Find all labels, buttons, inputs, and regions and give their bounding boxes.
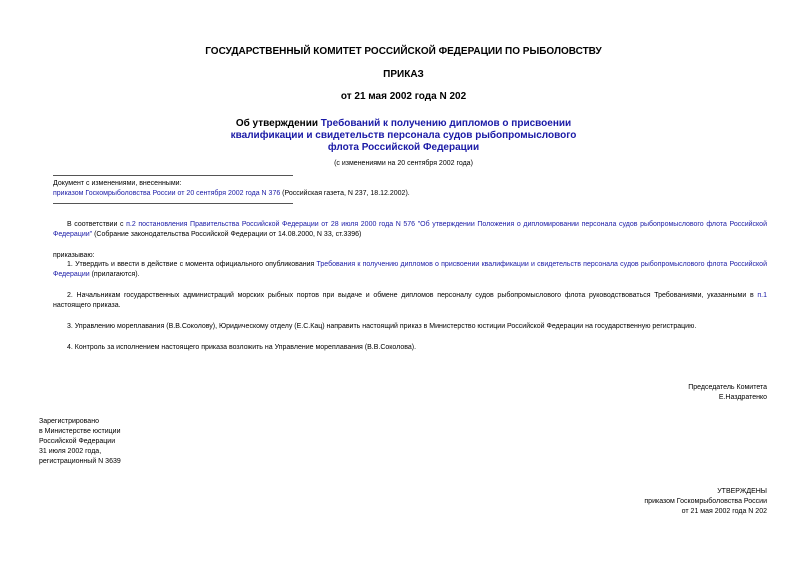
registration-line-4: 31 июля 2002 года, <box>39 448 102 455</box>
date-number-heading: от 21 мая 2002 года N 202 <box>340 91 467 102</box>
preamble-rest: (Собрание законодательства Российской Федерации от 14.08.2000, N 33, ст.3396) <box>92 231 362 238</box>
signature-name: Е.Наздратенко <box>718 394 767 401</box>
amendments-label: Документ с изменениями, внесенными: <box>53 180 182 187</box>
approved-line-1: УТВЕРЖДЕНЫ <box>717 488 767 495</box>
government-decree-link[interactable]: п.2 постановления Правительства Российской Федерации от 28 июля 2000 года N 576 "Об утверждении Положения о дипломировании персонала судов рыбопромыслового флота Российской Федерации" <box>53 221 767 238</box>
order-word: приказываю: <box>53 252 95 259</box>
item-1 <box>53 260 767 280</box>
registration-block <box>39 417 239 467</box>
item-2 <box>53 291 767 311</box>
item-2-p1-link[interactable]: п.1 <box>757 292 767 299</box>
approved-line-2: приказом Госкомрыболовства России <box>644 498 767 505</box>
title-line-1 <box>0 118 807 130</box>
item-1-rest: (прилагаются). <box>89 271 140 278</box>
preamble-intro: В соответствии с <box>67 221 127 228</box>
requirements-link[interactable]: Требований к получению дипломов о присвоении <box>320 118 572 129</box>
item-4: 4. Контроль за исполнением настоящего приказа возложить на Управление мореплавания (В.В.Соколова). <box>67 344 417 351</box>
item-3: 3. Управлению мореплавания (В.В.Соколову), Юридическому отделу (Е.С.Кац) направить настоящий приказ в Министерство юстиции Российской Федерации на государственную регистрацию. <box>67 323 697 330</box>
top-divider <box>53 175 293 176</box>
title-prefix: Об утверждении <box>235 118 321 129</box>
doc-type-heading: ПРИКАЗ <box>383 69 424 80</box>
preamble-paragraph <box>53 220 767 240</box>
bottom-divider <box>53 203 293 204</box>
document-title <box>0 118 807 154</box>
amendments-line <box>53 189 767 199</box>
title-line-3[interactable]: флота Российской Федерации <box>327 142 480 153</box>
item-2-rest: настоящего приказа. <box>53 302 121 309</box>
item-1-requirements-link[interactable]: Требования к получению дипломов о присвоении квалификации и свидетельств персонала судов рыбопромыслового флота Российской Федерации <box>53 261 767 278</box>
approved-line-3: от 21 мая 2002 года N 202 <box>681 508 767 515</box>
registration-line-2: в Министерстве юстиции <box>39 428 121 435</box>
registration-line-5: регистрационный N 3639 <box>39 458 121 465</box>
committee-heading: ГОСУДАРСТВЕННЫЙ КОМИТЕТ РОССИЙСКОЙ ФЕДЕРАЦИИ ПО РЫБОЛОВСТВУ <box>205 46 602 57</box>
amendment-order-link[interactable]: приказом Госкомрыболовства России от 20 сентября 2002 года N 376 <box>53 190 281 197</box>
changes-note: (с изменениями на 20 сентября 2002 года) <box>334 160 473 167</box>
approved-block <box>467 487 767 517</box>
registration-line-3: Российской Федерации <box>39 438 116 445</box>
signature-position: Председатель Комитета <box>688 384 767 391</box>
signature-block <box>467 383 767 403</box>
amendments-block <box>53 179 767 199</box>
item-1-intro: 1. Утвердить и ввести в действие с момента официального опубликования <box>67 261 317 268</box>
registration-line-1: Зарегистрировано <box>39 418 99 425</box>
title-line-2[interactable]: квалификации и свидетельств персонала судов рыбопромыслового <box>230 130 577 141</box>
item-2-text: 2. Начальникам государственных администраций морских рыбных портов при выдаче и обмене дипломов персоналу судов рыбопромыслового флота руководствоваться Требованиями, указанными в <box>67 292 758 299</box>
amendment-source: (Российская газета, N 237, 18.12.2002). <box>280 190 410 197</box>
